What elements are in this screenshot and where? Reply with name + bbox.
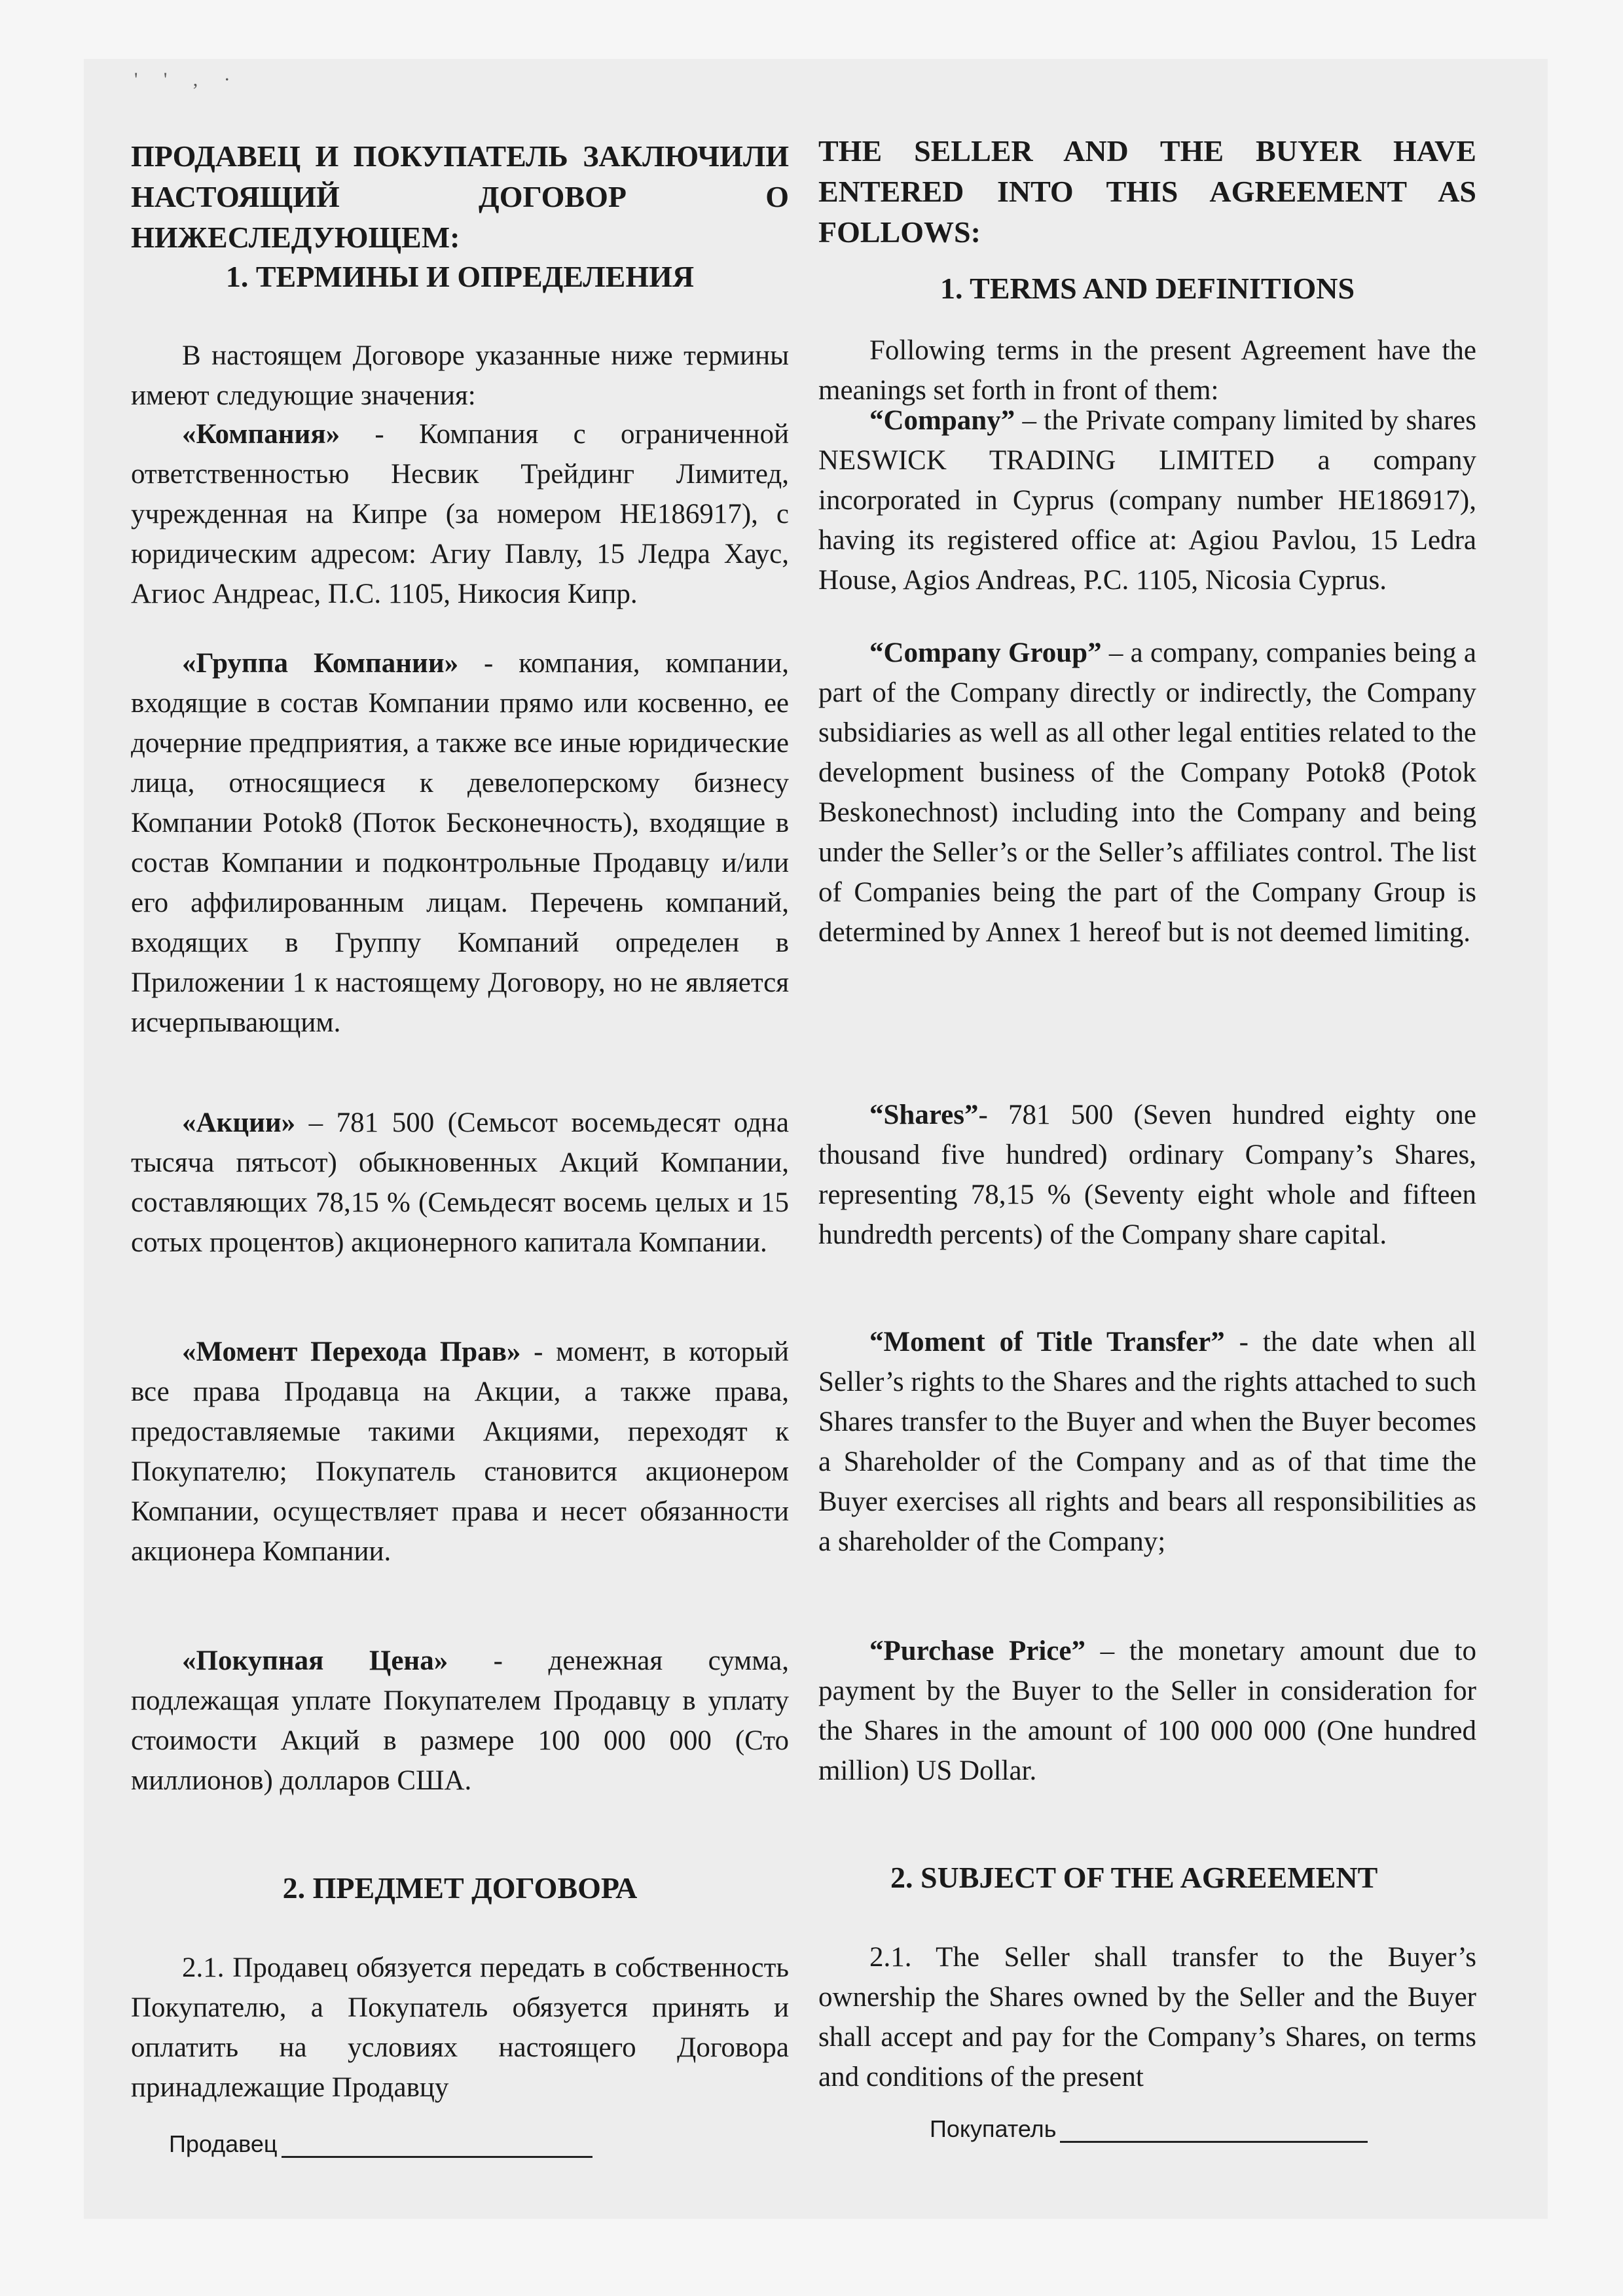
ru-text-moment: - момент, в который все права Продавца на Акции, а также права, предоставляемые такими Акциями, переходят к Покупателю; Покупатель становится акционером Компании, осуществляет права и несет обязанности акционера Компании. — [131, 1336, 789, 1567]
ru-section-2-heading: 2. ПРЕДМЕТ ДОГОВОРА — [282, 1871, 638, 1905]
ru-term-company: «Компания» — [182, 419, 340, 450]
ru-def-company — [131, 414, 789, 614]
ru-term-group: «Группа Компании» — [182, 648, 459, 679]
ru-clause-2-1: 2.1. Продавец обязуется передать в собственность Покупателю, а Покупатель обязуется принять и оплатить на условиях настоящего Договора принадлежащие Продавцу — [131, 1952, 789, 2103]
en-text-price: – the monetary amount due to payment by the Buyer to the Seller in consideration for the Shares in the amount of 100 000 000 (One hundred million) US Dollar. — [818, 1636, 1476, 1786]
en-section-2-heading: 2. SUBJECT OF THE AGREEMENT — [890, 1861, 1378, 1894]
en-text-shares: - 781 500 (Seven hundred eighty one thousand five hundred) ordinary Company’s Shares, representing 78,15 % (Seventy eight whole and fifteen hundredth percents) of the Company share capital. — [818, 1100, 1476, 1250]
ru-section-1-heading: 1. ТЕРМИНЫ И ОПРЕДЕЛЕНИЯ — [225, 260, 695, 293]
ru-text-price: - денежная сумма, подлежащая уплате Покупателем Продавцу в уплату стоимости Акций в размере 100 000 000 (Сто миллионов) долларов США. — [131, 1645, 789, 1796]
ru-term-moment: «Момент Перехода Прав» — [182, 1336, 521, 1367]
ru-def-shares — [131, 1103, 789, 1263]
seller-signature — [169, 2130, 593, 2158]
en-text-moment: - the date when all Seller’s rights to the Shares and the rights attached to such Shares transfer to the Buyer and when the Buyer becomes a Shareholder of the Company and as of that time the Buyer exercises all rights and bears all responsibilities as a shareholder of the Company; — [818, 1327, 1476, 1557]
en-section-1-heading: 1. TERMS AND DEFINITIONS — [939, 272, 1355, 305]
ru-text-shares: – 781 500 (Семьсот восемьдесят одна тысяча пятьсот) обыкновенных Акций Компании, составляющих 78,15 % (Семьдесят восемь целых и 15 сотых процентов) акционерного капитала Компании. — [131, 1107, 789, 1258]
ru-def-moment — [131, 1332, 789, 1571]
en-def-company — [818, 401, 1476, 600]
en-clause-2-1: 2.1. The Seller shall transfer to the Buyer’s ownership the Shares owned by the Seller and the Buyer shall accept and pay for the Company’s Shares, on terms and conditions of the present — [818, 1942, 1476, 2092]
seller-signature-line — [282, 2156, 593, 2158]
en-term-company: “Company” — [869, 405, 1015, 436]
ru-text-company: - Компания с ограниченной ответственностью Несвик Трейдинг Лимитед, учрежденная на Кипре (за номером HE186917), с юридическим адресом: Агиу Павлу, 15 Ледра Хаус, Агиос Андреас, П.С. 1105, Никосия Кипр. — [131, 419, 789, 609]
en-def-shares — [818, 1095, 1476, 1255]
ru-def-price — [131, 1641, 789, 1801]
seller-signature-label: Продавец — [169, 2130, 278, 2157]
buyer-signature — [930, 2115, 1368, 2143]
en-def-group — [818, 633, 1476, 952]
ru-term-shares: «Акции» — [182, 1107, 296, 1138]
en-title: THE SELLER AND THE BUYER HAVE ENTERED INTO THIS AGREEMENT AS FOLLOWS: — [818, 134, 1476, 249]
scan-marks: ' ' , · — [134, 69, 241, 90]
en-intro: Following terms in the present Agreement have the meanings set forth in front of them: — [818, 335, 1476, 406]
en-term-group: “Company Group” — [869, 637, 1102, 668]
en-term-price: “Purchase Price” — [869, 1636, 1085, 1666]
en-text-company: – the Private company limited by shares NESWICK TRADING LIMITED a company incorporated in Cyprus (company number HE186917), having its registered office at: Agiou Pavlou, 15 Ledra House, Agios Andreas, P.C. 1105, Nicosia Cyprus. — [818, 405, 1476, 596]
en-text-group: – a company, companies being a part of the Company directly or indirectly, the Company subsidiaries as well as all other legal entities related to the development business of the Company Potok8 (Potok Beskonechnost) including into the Company and being under the Seller’s or the Seller’s affiliates control. The list of Companies being the part of the Company Group is determined by Annex 1 hereof but is not deemed limiting. — [818, 637, 1476, 948]
ru-text-group: - компания, компании, входящие в состав Компании прямо или косвенно, ее дочерние предприятия, а также все иные юридические лица, относящиеся к девелоперскому бизнесу Компании Potok8 (Поток Бесконечность), входящие в состав Компании и подконтрольные Продавцу и/или его аффилированным лицам. Перечень компаний, входящих в Группу Компаний определен в Приложении 1 к настоящему Договору, но не является исчерпывающим. — [131, 648, 789, 1038]
en-term-moment: “Moment of Title Transfer” — [869, 1327, 1225, 1357]
buyer-signature-line — [1060, 2141, 1368, 2143]
en-def-price — [818, 1631, 1476, 1791]
ru-term-price: «Покупная Цена» — [182, 1645, 448, 1676]
en-term-shares: “Shares” — [869, 1100, 979, 1130]
buyer-signature-label: Покупатель — [930, 2115, 1057, 2142]
en-def-moment — [818, 1322, 1476, 1562]
ru-title: ПРОДАВЕЦ И ПОКУПАТЕЛЬ ЗАКЛЮЧИЛИ НАСТОЯЩИЙ ДОГОВОР О НИЖЕСЛЕДУЮЩЕМ: — [131, 139, 789, 254]
ru-def-group — [131, 643, 789, 1043]
ru-intro: В настоящем Договоре указанные ниже термины имеют следующие значения: — [131, 340, 789, 411]
